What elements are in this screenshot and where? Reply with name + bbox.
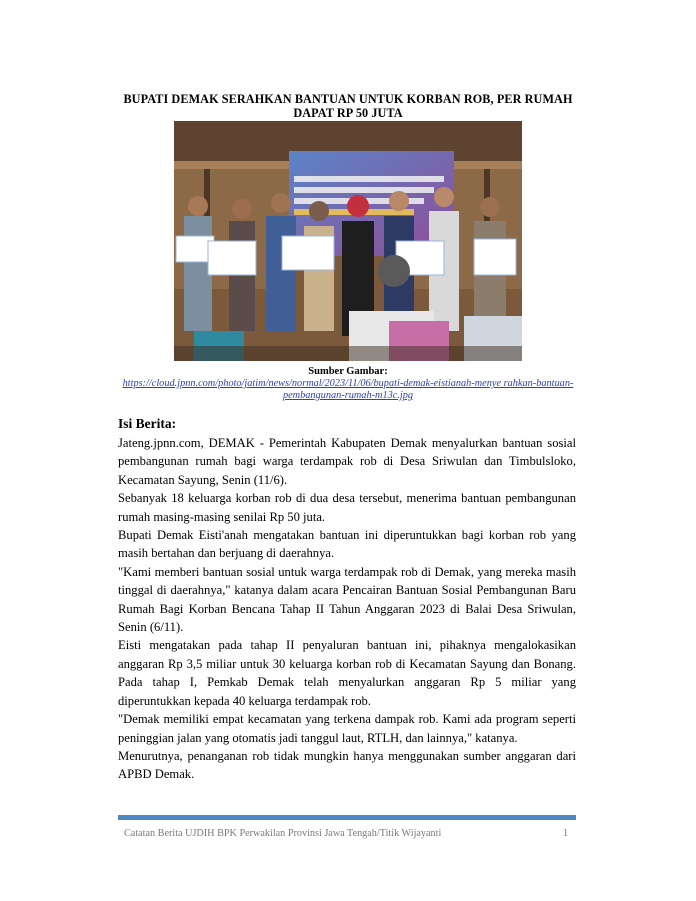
article-title: BUPATI DEMAK SERAHKAN BANTUAN UNTUK KORBAN ROB, PER RUMAH DAPAT RP 50 JUTA — [123, 92, 573, 120]
paragraph-4: "Kami memberi bantuan sosial untuk warga terdampak rob di Demak, yang mereka masih tinggal di daerahnya," katanya dalam acara Pencairan Bantuan Sosial Pembangunan Baru Rumah Bagi Korban Bencana Tahap II Tahun Anggaran 2023 di Balai Desa Sriwulan, Senin (6/11). — [118, 564, 576, 635]
section-heading: Isi Berita: — [118, 416, 177, 431]
paragraph-3: Bupati Demak Eisti'anah mengatakan bantuan ini diperuntukkan bagi korban rob yang masih bertahan dan berjuang di daerahnya. — [118, 528, 576, 561]
image-source-label: Sumber Gambar: — [308, 366, 388, 377]
image-source-link[interactable]: https://cloud.jpnn.com/photo/jatim/news/normal/2023/11/06/bupati-demak-eistianah-menye rahkan-bantuan-pembangunan-rumah-m13c.jpg — [122, 378, 574, 401]
event-photo-illustration — [174, 121, 522, 361]
paragraph-1: Jateng.jpnn.com, DEMAK - Pemerintah Kabupaten Demak menyalurkan bantuan sosial pembangunan rumah bagi warga terdampak rob di Desa Sriwulan dan Timbulsloko, Kecamatan Sayung, Senin (11/6). — [118, 436, 576, 487]
footer-divider — [118, 815, 576, 820]
paragraph-5: Eisti mengatakan pada tahap II penyaluran bantuan ini, pihaknya mengalokasikan anggaran Rp 3,5 miliar untuk 30 keluarga korban rob di Kecamatan Sayung dan Bonang. Pada tahap I, Pemkab Demak telah menyalurkan anggaran Rp 5 miliar yang diperuntukkan kepada 40 keluarga terdampak rob. — [118, 638, 576, 708]
footer-text: Catatan Berita UJDIH BPK Perwakilan Provinsi Jawa Tengah/Titik Wijayanti — [124, 828, 442, 839]
paragraph-7: Menurutnya, penanganan rob tidak mungkin hanya menggunakan sumber anggaran dari APBD Demak. — [118, 748, 576, 782]
article-photo — [174, 121, 522, 361]
paragraph-2: Sebanyak 18 keluarga korban rob di dua desa tersebut, menerima bantuan pembangunan rumah masing-masing senilai Rp 50 juta. — [118, 491, 576, 524]
page-number: 1 — [563, 828, 569, 839]
article-body — [118, 434, 576, 784]
paragraph-6: "Demak memiliki empat kecamatan yang terkena dampak rob. Kami ada program seperti peninggian jalan yang otomatis jadi tanggul laut, RTLH, dan lainnya," katanya. — [118, 712, 576, 745]
